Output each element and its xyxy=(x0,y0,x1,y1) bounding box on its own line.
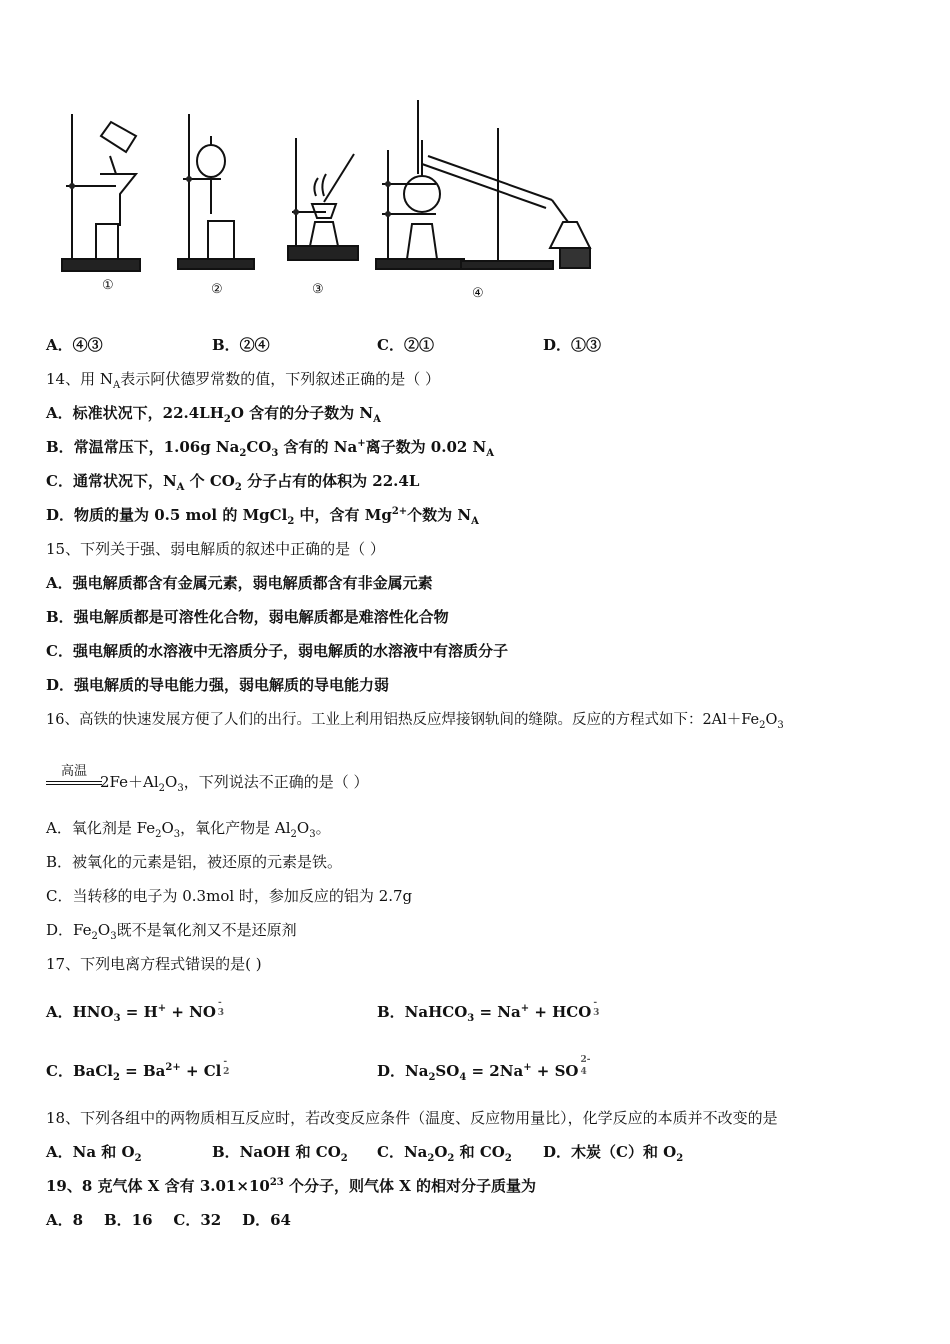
q18-stem: 18、下列各组中的两物质相互反应时，若改变反应条件（温度、反应物用量比），化学反应的本质并不改变的是 xyxy=(46,1109,778,1127)
q16-option-c[interactable]: C．当转移的电子为 0.3mol 时，参加反应的铝为 2.7g xyxy=(46,887,413,905)
q18-option-c[interactable]: C．$Na_2O_2$ 和 $CO_2$ xyxy=(377,1143,512,1164)
q18-option-a[interactable]: A．Na 和 $O_2$ xyxy=(46,1143,142,1164)
q19-stem: 19、8 克气体 X 含有 $3.01\times 10^{23}$ 个分子，则气体 X 的相对分子质量为 xyxy=(46,1177,537,1195)
q16-option-d[interactable]: D．$Fe_2O_3$既不是氧化剂又不是还原剂 xyxy=(46,921,297,942)
q18-option-d[interactable]: D．木炭（C）和 $O_2$ xyxy=(543,1143,684,1164)
q14-stem: 14、用 $N_A$表示阿伏德罗常数的值，下列叙述正确的是（ ） xyxy=(46,370,440,391)
q13-option-d[interactable]: D．①③ xyxy=(543,336,602,354)
q17-option-d[interactable]: D．$Na_2SO_4 = 2Na^+ + SO^{2-}4$ xyxy=(377,1055,591,1083)
q18-option-b[interactable]: B．NaOH 和 $CO_2$ xyxy=(212,1143,348,1164)
q15-option-d[interactable]: D．强电解质的导电能力强，弱电解质的导电能力弱 xyxy=(46,676,390,694)
figure-label-4: ④ xyxy=(472,286,484,301)
q17-stem: 17、下列电离方程式错误的是( ) xyxy=(46,955,262,973)
q17-option-c[interactable]: C．BaCl$_2$ = $Ba^{2+} + Cl$ -2 xyxy=(46,1057,230,1083)
q16-stem-continued: $2Fe+Al_2O_3$，下列说法不正确的是（ ） xyxy=(100,773,369,794)
reaction-condition xyxy=(46,760,102,785)
q17-option-b[interactable]: B．NaHCO$_3$ = Na+ + HCO -3 xyxy=(377,998,600,1024)
figure-label-2: ② xyxy=(211,282,223,297)
q14-option-b[interactable]: B．常温常压下，1.06g $Na_2CO_3$ 含有的 Na+离子数为 0.02 $N_A$ xyxy=(46,438,495,459)
q15-option-a[interactable]: A．强电解质都含有金属元素，弱电解质都含有非金属元素 xyxy=(46,574,433,592)
q16-stem: 16、高铁的快速发展方便了人们的出行。工业上利用铝热反应焊接钢轨间的缝隙。反应的方程式如下：$2Al+Fe_2O_3$ xyxy=(46,712,784,731)
q13-option-a[interactable]: A．④③ xyxy=(46,336,103,354)
q16-option-a[interactable]: A．氧化剂是 $Fe_2O_3$，氧化产物是 $Al_2O_3$。 xyxy=(46,819,331,840)
figure-label-1: ① xyxy=(102,278,114,293)
q15-option-c[interactable]: C．强电解质的水溶液中无溶质分子，弱电解质的水溶液中有溶质分子 xyxy=(46,642,508,660)
figure-label-3: ③ xyxy=(312,282,324,297)
apparatus-figure xyxy=(56,96,596,306)
q14-option-d[interactable]: D．物质的量为 0.5 mol 的 MgCl$_2$ 中，含有 $Mg^{2+}$个数为 $N_A$ xyxy=(46,506,479,527)
condition-text: 高温 xyxy=(60,764,87,779)
equals-bar xyxy=(46,781,102,785)
q19-options[interactable]: A．8 B．16 C．32 D．64 xyxy=(46,1211,291,1229)
q14-option-c[interactable]: C．通常状况下，$N_A$ 个 $CO_2$ 分子占有的体积为 22.4L xyxy=(46,472,420,493)
q16-option-b[interactable]: B．被氧化的元素是铝，被还原的元素是铁。 xyxy=(46,853,343,871)
q13-option-c[interactable]: C．②① xyxy=(377,336,434,354)
q15-stem: 15、下列关于强、弱电解质的叙述中正确的是（ ） xyxy=(46,540,385,558)
q13-option-b[interactable]: B．②④ xyxy=(212,336,270,354)
q15-option-b[interactable]: B．强电解质都是可溶性化合物，弱电解质都是难溶性化合物 xyxy=(46,608,449,626)
apparatus-drawing xyxy=(56,96,596,306)
q17-option-a[interactable]: A．$HNO_3 = H^+$ + NO -3 xyxy=(46,998,224,1024)
q14-option-a[interactable]: A．标准状况下，$22.4LH_2O$ 含有的分子数为 $N_A$ xyxy=(46,404,381,425)
